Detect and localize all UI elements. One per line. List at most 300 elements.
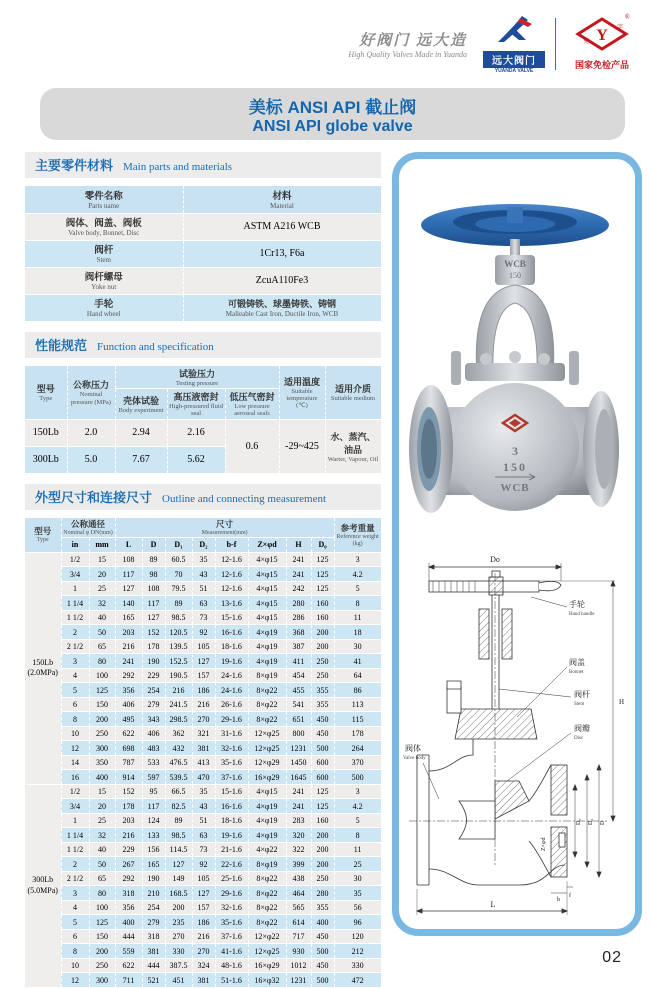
table-row [25,213,381,240]
part-name: 阀杆 [94,246,114,257]
callout-body-en: Valve body [403,756,426,761]
dim-cell: 914 [115,770,142,785]
dim-cell: 125 [89,915,115,930]
dim-cell: 98.5 [165,610,192,625]
dim-cell: 30 [334,871,381,886]
dim-cell: 92 [192,857,215,872]
dim-cell: 89 [165,813,192,828]
dim-cell: 108 [115,552,142,567]
col-type-en: Type [39,394,53,402]
col-material-en: Material [270,202,294,211]
dim-cell: 115 [334,712,381,727]
dim-cell: 356 [115,900,142,915]
dim-cell: 50 [89,857,115,872]
section-spec-en: Function and specification [97,340,214,353]
dim-cell: 622 [115,958,142,973]
dim-cell: 16-1.6 [215,799,248,814]
spec-body-test: 7.67 [115,446,167,473]
dim-cell: 66.5 [165,784,192,799]
dim-cell: 4×φ15 [248,610,286,625]
part-material: 1Cr13, F6a [183,240,381,267]
dim-cell: 5 [334,813,381,828]
dim-cell: 1231 [286,741,311,756]
dim-cell: 216 [115,639,142,654]
cast-mark-size: 3 [512,444,518,458]
dim-cell: 18-1.6 [215,813,248,828]
dim-cell: 139.5 [165,639,192,654]
dim-cell: 300 [89,973,115,988]
dim-cell: 13-1.6 [215,596,248,611]
dim-cell: 533 [142,755,165,770]
dim-cell: 20 [89,567,115,582]
dim-cell: 521 [142,973,165,988]
dim-cell: 150 [89,929,115,944]
page-number: 02 [602,949,622,966]
dim-table-row [25,755,381,770]
dim-cell: 350 [89,755,115,770]
dim-cell: 31-1.6 [215,726,248,741]
dim-cell: 80 [89,654,115,669]
dim-cell: 12-1.6 [215,567,248,582]
dim-cell: 292 [115,871,142,886]
dim-cell: 454 [286,668,311,683]
dim-cell: 279 [142,697,165,712]
dim-cell: 43 [192,567,215,582]
dim-cell: 70 [165,567,192,582]
dim-cell: 4×φ19 [248,799,286,814]
cast-mark-class: 150 [503,460,527,474]
dim-cell: 200 [311,625,334,640]
dim-cell: 400 [89,770,115,785]
brand-slogan [348,29,467,59]
dim-cell: 4×φ15 [248,784,286,799]
dim-cell: 5 [61,915,89,930]
diamond-y-icon [576,17,628,51]
col-temp: 适用温度 [283,376,320,387]
logo2-caption: 国家免检产品 [574,60,629,70]
dim-cell: 120.5 [165,625,192,640]
dim-table-row [25,784,381,799]
dim-cell: 125 [89,683,115,698]
pressure-class-label: 150Lb (2.0MPa) [25,552,61,784]
dim-cell: 450 [311,712,334,727]
dim-cell: 16×φ29 [248,770,286,785]
part-material: ZcuA110Fe3 [183,267,381,294]
dim-cell: 539.5 [165,770,192,785]
registered-mark: ® [624,13,630,21]
dim-f-label: f [569,893,571,899]
dim-cell: 321 [192,726,215,741]
part-name-en: Hand wheel [86,310,121,319]
part-name: 阀杆螺母 [84,273,123,284]
dim-cell: 651 [286,712,311,727]
dim-cell: 3 [334,784,381,799]
dim-cell: 160 [311,813,334,828]
dim-cell: 114.5 [165,842,192,857]
dim-cell: 4×φ15 [248,581,286,596]
dim-cell: 4×φ22 [248,842,286,857]
dim-table-row [25,712,381,727]
dim-cell: 8×φ19 [248,857,286,872]
dim-cell: 254 [142,900,165,915]
dim-cell: 472 [334,973,381,988]
dim-cell: 280 [286,596,311,611]
dim-table-row [25,973,381,988]
col-dn: 公称通径 [70,518,105,529]
dim-cell: 4×φ15 [248,567,286,582]
dim-cell: 1 [61,581,89,596]
dim-cell: 160 [311,610,334,625]
col-type: 型号 [36,383,55,394]
dim-cell: 298.5 [165,712,192,727]
dim-cell: 186 [192,915,215,930]
parts-header-row [25,186,381,213]
dim-cell: 241 [115,654,142,669]
dim-cell: 73 [192,610,215,625]
dim-cell: 300 [89,741,115,756]
col-parts-name-en: Parts name [88,202,120,211]
dim-cell: 444 [142,958,165,973]
dim-cell: 212 [334,944,381,959]
dim-table-row [25,900,381,915]
dim-cell: 32-1.6 [215,741,248,756]
dim-cell: 105 [192,639,215,654]
dim-cell: 4×φ19 [248,639,286,654]
dim-cell: 29-1.6 [215,712,248,727]
dim-cell: 16-1.6 [215,625,248,640]
dim-cell: 1231 [286,973,311,988]
col-pressure-en: Nominal pressure (MPa) [71,391,111,406]
spec-fluid-seal: 2.16 [167,419,225,446]
dim-cell: 127 [165,857,192,872]
dim-table-row [25,929,381,944]
dim-cell: 235 [165,915,192,930]
dim-cell: 330 [334,958,381,973]
dim-cell: 800 [286,726,311,741]
dim-cell: 12 [61,741,89,756]
spec-header-row-1 [25,366,381,389]
dim-cell: 470 [192,770,215,785]
dim-cell: 200 [311,828,334,843]
dim-cell: 127 [142,610,165,625]
yoke-mark-wcb: WCB [504,259,526,269]
dim-cell: 108 [142,581,165,596]
dim-cell: 406 [142,726,165,741]
parts-materials-table [25,186,382,322]
part-name-en: Valve body, Bonnet, Disc [68,229,140,238]
dim-cell: 186 [192,683,215,698]
callout-handwheel-en: Hand handle [569,612,595,617]
svg-text:Y: Y [596,27,608,44]
dim-cell: 63 [192,596,215,611]
dim-cell: 125 [311,799,334,814]
pressure-class-label: 300Lb (5.0MPa) [25,784,61,987]
dim-cell: 381 [192,741,215,756]
dim-cell: 64 [334,668,381,683]
col-in: in [61,537,89,552]
dim-cell: 4.2 [334,799,381,814]
dim-cell: 3 [61,654,89,669]
dim-cell: 12×φ29 [248,755,286,770]
dim-d1-label: D₁ [588,818,594,825]
dim-cell: 1/2 [61,784,89,799]
col-pressure: 公称压力 [72,380,109,391]
dim-table-row [25,668,381,683]
spec-medium-en: Warter, Vapour, Oil [327,455,379,463]
dim-cell: 210 [142,886,165,901]
part-material-en: Malleable Cast Iron, Ductile Iron, WCB [225,309,339,318]
dim-cell: 5 [61,683,89,698]
dim-cell: 411 [286,654,311,669]
dim-cell: 12 [61,973,89,988]
dim-cell: 3 [334,552,381,567]
dim-cell: 216 [165,683,192,698]
dim-cell: 2 1/2 [61,871,89,886]
dim-cell: 200 [311,639,334,654]
dim-cell: 10 [61,958,89,973]
dim-cell: 356 [115,683,142,698]
dim-cell: 451 [165,973,192,988]
dim-cell: 200 [311,857,334,872]
col-medium: 适用介质 [334,383,371,394]
dim-cell: 8×φ22 [248,683,286,698]
dim-cell: 4×φ19 [248,828,286,843]
dim-cell: 19-1.6 [215,828,248,843]
dim-cell: 241 [286,552,311,567]
dim-cell: 73 [192,842,215,857]
dim-cell: 8×φ22 [248,697,286,712]
col-zxd: Z×φd [248,537,286,552]
slogan-en: High Quality Valves Made in Yuanda [348,50,467,59]
callout-bonnet-cn: 阀盖 [569,658,585,667]
dim-cell: 43 [192,799,215,814]
dim-cell: 25 [334,857,381,872]
dim-cell: 157 [192,900,215,915]
dim-cell: 8 [61,712,89,727]
dim-zxd-label: Z×φd [541,837,547,851]
callout-stem-en: Stem [574,702,585,707]
col-bf: b-f [215,537,248,552]
dim-cell: 96 [334,915,381,930]
dim-cell: 133 [142,828,165,843]
spec-type: 150Lb [25,419,67,446]
dim-table-row [25,741,381,756]
dim-d2-label: D₂ [576,818,582,825]
section-outline-cn: 外型尺寸和连接尺寸 [35,489,153,505]
dimensions-table [25,518,382,988]
dim-cell: 483 [142,741,165,756]
dim-cell: 190 [142,871,165,886]
section-parts-en: Main parts and materials [123,161,233,173]
dim-cell: 241 [286,567,311,582]
dim-cell: 500 [334,770,381,785]
dim-cell: 241.5 [165,697,192,712]
dim-cell: 399 [286,857,311,872]
dim-cell: 200 [89,944,115,959]
dim-cell: 280 [311,886,334,901]
dim-cell: 270 [165,929,192,944]
dim-cell: 19-1.6 [215,654,248,669]
col-material: 材料 [272,192,292,203]
table-row [25,240,381,267]
dim-cell: 37-1.6 [215,929,248,944]
dim-cell: 105 [192,871,215,886]
dim-cell: 450 [311,958,334,973]
dim-cell: 15-1.6 [215,784,248,799]
dim-cell: 15-1.6 [215,610,248,625]
spec-low-seal: 0.6 [225,419,279,473]
dim-table-row [25,915,381,930]
spec-body-test: 2.94 [115,419,167,446]
dim-cell: 82.5 [165,799,192,814]
col-low-seal: 低压气密封 [229,391,275,402]
dim-cell: 8×φ22 [248,900,286,915]
dim-cell: 4×φ19 [248,813,286,828]
dim-cell: 444 [115,929,142,944]
dim-cell: 200 [89,712,115,727]
col-fluid-seal: 高压液密封 [173,391,219,402]
dim-cell: 8 [61,944,89,959]
dim-table-row [25,581,381,596]
dim-cell: 200 [165,900,192,915]
col-body-test: 壳体试验 [122,395,159,406]
dim-cell: 21-1.6 [215,842,248,857]
yuanda-logo-icon [492,14,536,44]
dim-cell: 559 [115,944,142,959]
table-row [25,294,381,321]
dim-cell: 541 [286,697,311,712]
dim-cell: 24-1.6 [215,668,248,683]
col-temp-en: Suitable temperature (℃) [286,387,318,410]
dim-cell: 270 [192,944,215,959]
dim-h-label: H [619,698,625,706]
yoke-mark-class: 150 [509,271,521,280]
dim-cell: 267 [115,857,142,872]
dim-cell: 15 [89,552,115,567]
dim-cell: 387 [286,639,311,654]
dim-cell: 1012 [286,958,311,973]
svg-text:字: 字 [617,25,624,31]
dim-cell: 12-1.6 [215,552,248,567]
col-low-seal-en: Low pressure aeroseal seals [234,402,270,418]
table-row [25,267,381,294]
dim-cell: 35 [192,784,215,799]
dim-table-row [25,697,381,712]
dim-cell: 270 [192,712,215,727]
dim-cell: 455 [286,683,311,698]
dim-cell: 216 [115,828,142,843]
dim-cell: 15 [89,784,115,799]
col-type-en: Type [36,537,49,544]
dim-cell: 86 [334,683,381,698]
dim-cell: 190 [142,654,165,669]
dim-cell: 565 [286,900,311,915]
spec-row-150lb [25,419,381,446]
dim-cell: 241 [286,799,311,814]
yuanda-logo-en: YUANDA VALVE [494,68,534,74]
spec-type: 300Lb [25,446,67,473]
dim-cell: 98.5 [165,828,192,843]
dim-table-row [25,958,381,973]
dim-cell: 35-1.6 [215,755,248,770]
dim-cell: 614 [286,915,311,930]
col-weight: 参考重量 [340,522,375,533]
dim-cell: 35-1.6 [215,915,248,930]
dim-cell: 450 [311,929,334,944]
dim-cell: 25 [89,581,115,596]
dim-cell: 8 [334,828,381,843]
dim-cell: 125 [311,552,334,567]
dim-cell: 370 [334,755,381,770]
dim-cell: 89 [142,552,165,567]
dim-cell: 322 [286,842,311,857]
dim-table-row [25,639,381,654]
dim-cell: 25 [89,813,115,828]
dim-cell: 125 [311,581,334,596]
dim-cell: 432 [165,741,192,756]
dim-cell: 190.5 [165,668,192,683]
dim-cell: 65 [89,639,115,654]
dim-cell: 113 [334,697,381,712]
dim-cell: 26-1.6 [215,697,248,712]
dim-cell: 11 [334,610,381,625]
dim-cell: 254 [142,683,165,698]
col-measure: 尺寸 [216,518,234,529]
dim-cell: 51-1.6 [215,973,248,988]
dim-cell: 343 [142,712,165,727]
dim-cell: 787 [115,755,142,770]
dim-cell: 168.5 [165,886,192,901]
svg-text:兖: 兖 [583,39,590,45]
dim-cell: 40 [89,842,115,857]
part-material: 可锻铸铁、球墨铸铁、铸钢 [227,298,336,309]
dim-cell: 318 [115,886,142,901]
dim-cell: 250 [311,871,334,886]
dim-cell: 8×φ19 [248,668,286,683]
section-spec-cn: 性能规范 [35,337,88,353]
dim-cell: 283 [286,813,311,828]
dim-table-row [25,552,381,567]
dim-cell: 98 [142,567,165,582]
dim-cell: 500 [311,973,334,988]
dim-cell: 1 1/4 [61,828,89,843]
dim-d-label: D [600,820,606,825]
dim-cell: 930 [286,944,311,959]
dim-table-row [25,610,381,625]
dim-table-row [25,842,381,857]
dim-cell: 178 [334,726,381,741]
dim-cell: 4×φ19 [248,625,286,640]
dim-cell: 178 [142,639,165,654]
figure-panel [392,152,642,936]
dim-cell: 362 [165,726,192,741]
dim-l-label: L [490,900,496,909]
dim-cell: 476.5 [165,755,192,770]
dim-cell: 32 [89,596,115,611]
dim-cell: 60.5 [165,552,192,567]
spec-fluid-seal: 5.62 [167,446,225,473]
dim-cell: 160 [311,596,334,611]
dim-cell: 18 [334,625,381,640]
dim-table-row [25,828,381,843]
dim-cell: 117 [142,596,165,611]
dim-cell: 1645 [286,770,311,785]
dim-table-row [25,683,381,698]
dim-cell: 18-1.6 [215,639,248,654]
dim-cell: 41 [334,654,381,669]
callout-bonnet-en: Bonnet [569,670,584,675]
dim-cell: 229 [142,668,165,683]
